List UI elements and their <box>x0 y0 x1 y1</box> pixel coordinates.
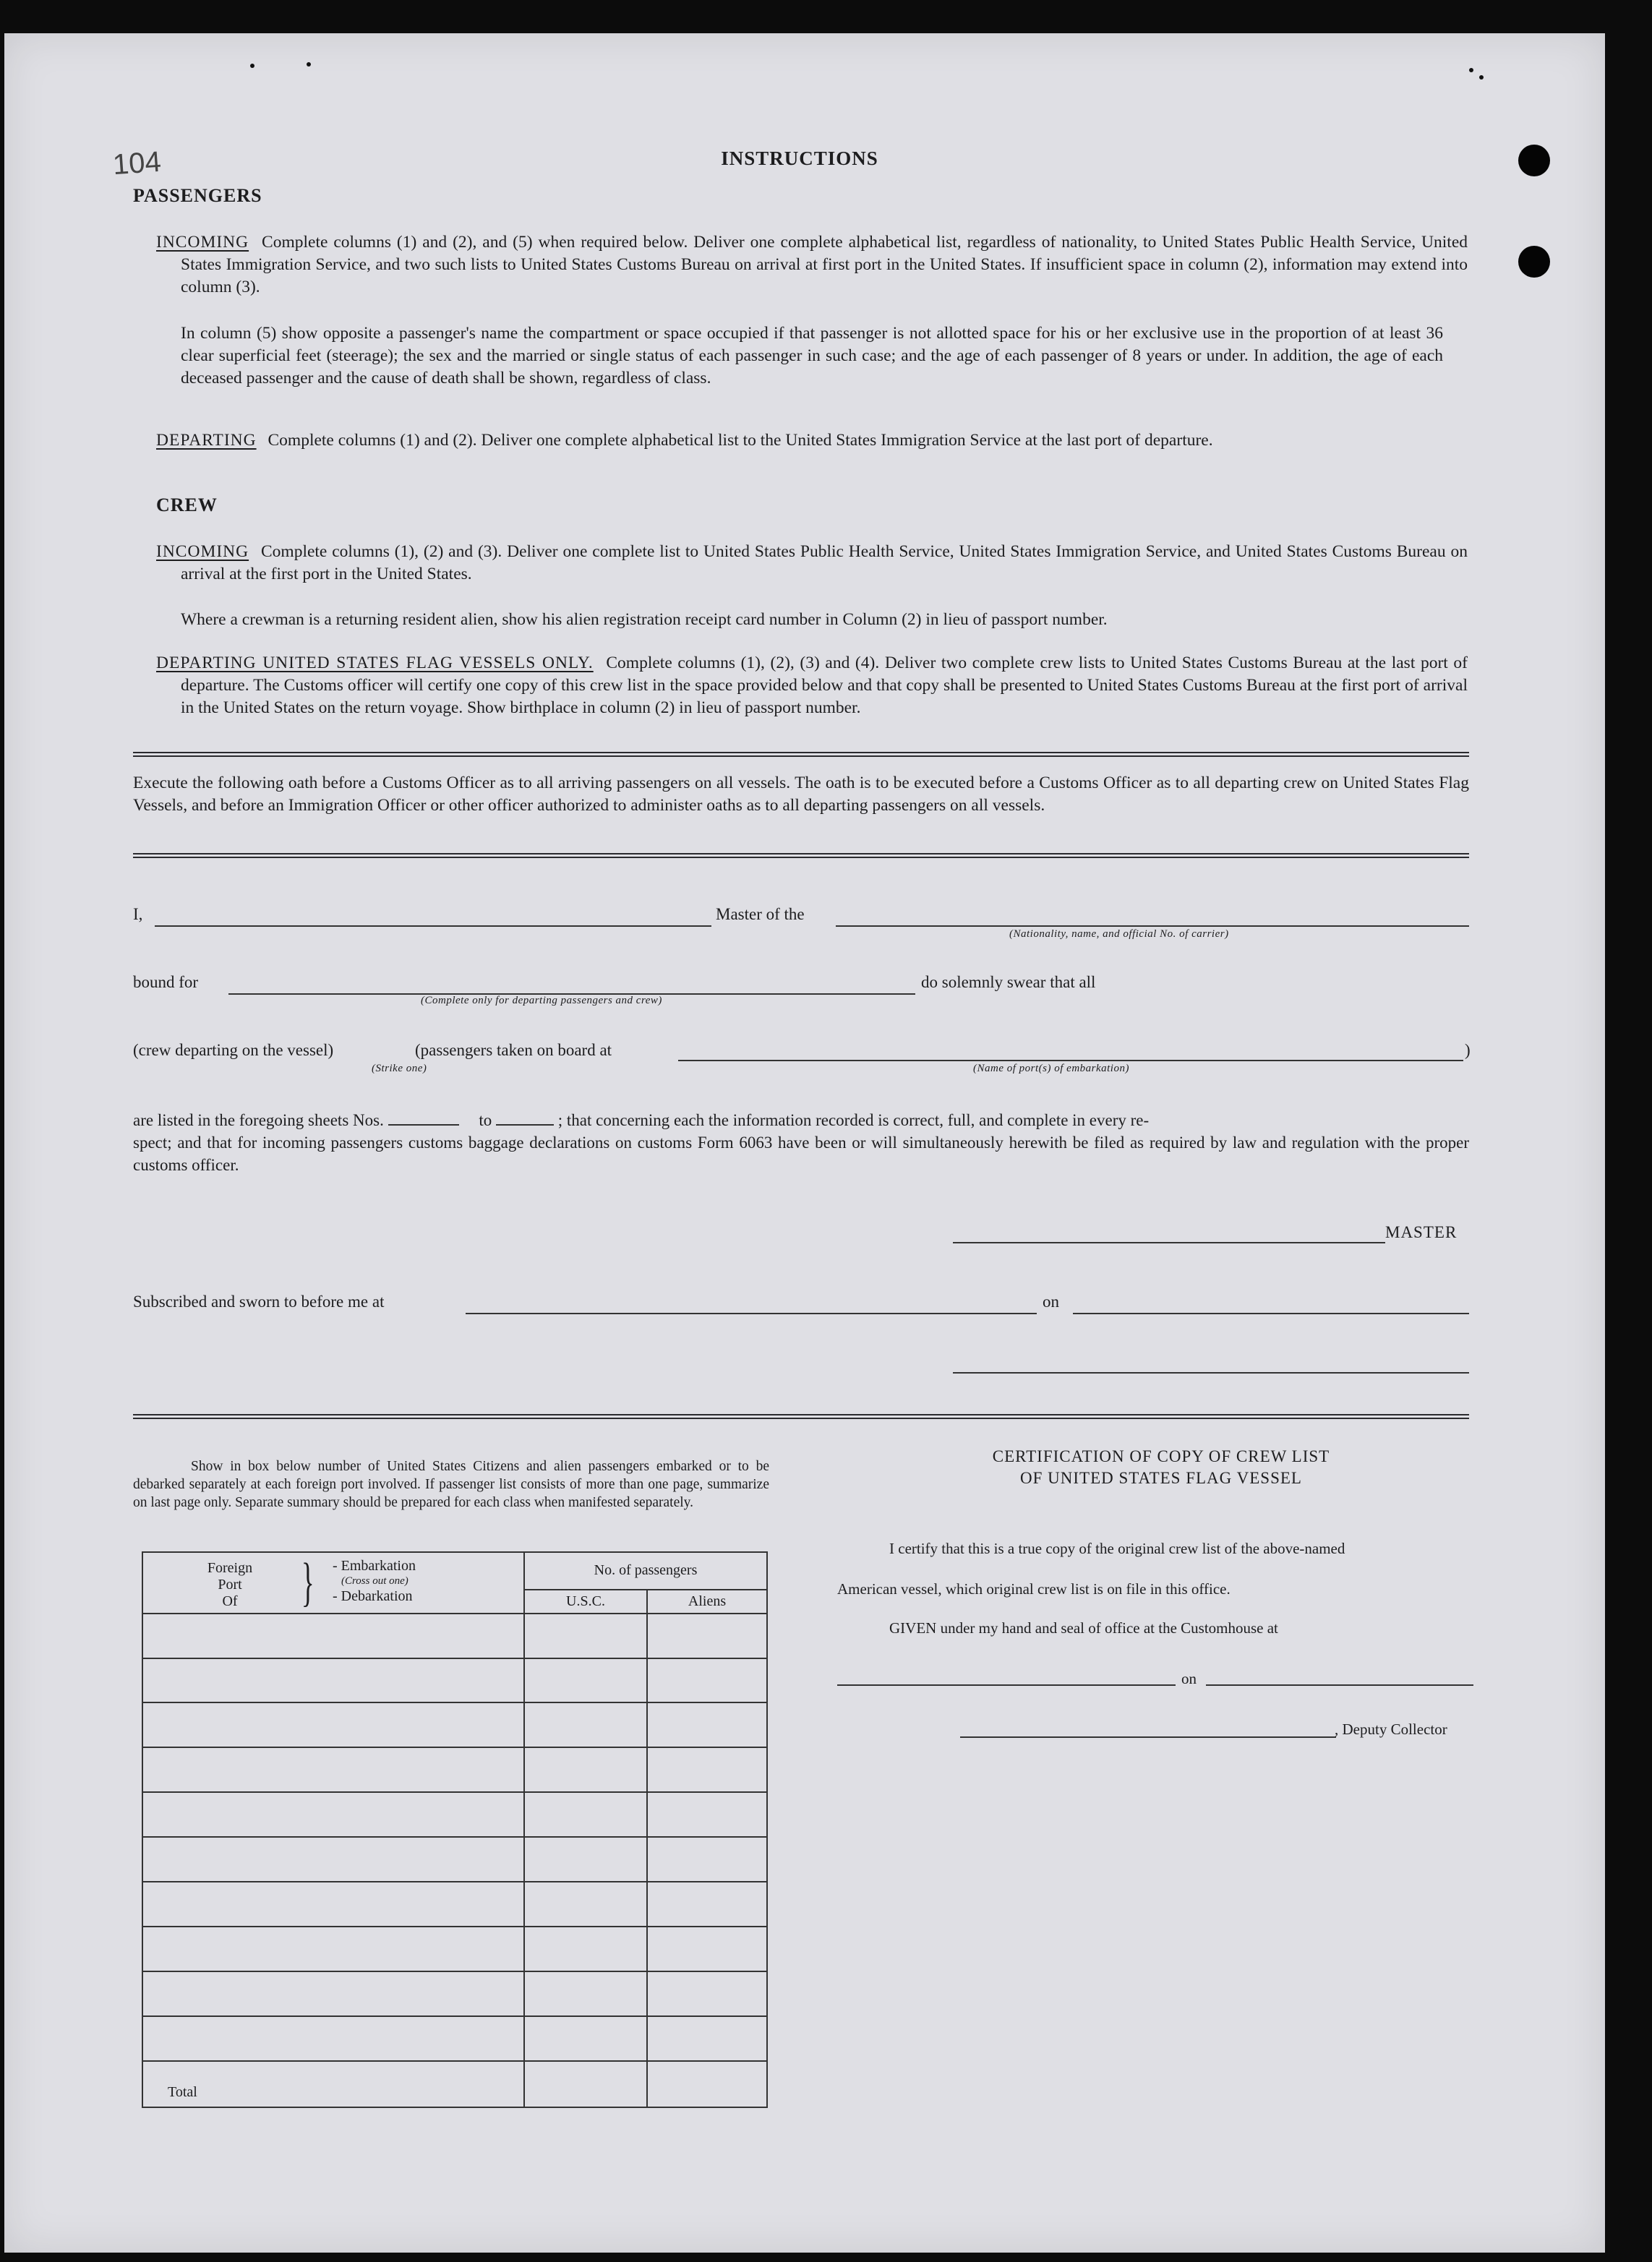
port-cell[interactable] <box>142 1882 524 1927</box>
customhouse-line[interactable] <box>837 1684 1176 1686</box>
deputy-collector-label: , Deputy Collector <box>1335 1721 1447 1738</box>
subscribed-text: Subscribed and sworn to before me at <box>133 1293 385 1311</box>
certify-text-2: American vessel, which original crew list is on file in this office. <box>837 1580 1231 1598</box>
aliens-header: Aliens <box>647 1590 767 1614</box>
passengers-incoming-instruction <box>156 231 1468 299</box>
crew-resident-instruction: Where a crewman is a returning resident alien, show his alien registration receipt card number in Column (2) in lieu of passport number. <box>181 610 1108 629</box>
divider <box>133 853 1469 858</box>
usc-cell[interactable] <box>524 1658 647 1703</box>
usc-cell[interactable] <box>524 2016 647 2061</box>
carrier-line[interactable] <box>836 925 1469 927</box>
listed-c: spect; and that for incoming passengers customs baggage declarations on customs Form 6063 have been or will simultaneously herewith be filed as required by law and regulation with the proper customs officer. <box>133 1134 1469 1174</box>
master-signature-line[interactable] <box>953 1242 1385 1243</box>
certify-text-1: I certify that this is a true copy of the original crew list of the above-named <box>889 1540 1345 1557</box>
port-cell[interactable] <box>142 1837 524 1882</box>
crew-incoming-instruction <box>156 541 1468 586</box>
total-label: Total <box>142 2061 524 2107</box>
speck <box>307 62 311 67</box>
punch-hole-bottom <box>1518 246 1550 278</box>
certification-on: on <box>1181 1670 1197 1687</box>
usc-cell[interactable] <box>524 1702 647 1747</box>
master-of-the: Master of the <box>716 905 805 923</box>
port-label-port: Port <box>218 1577 242 1593</box>
port-cell[interactable] <box>142 1614 524 1658</box>
aliens-cell[interactable] <box>647 1792 767 1837</box>
oath-instruction: Execute the following oath before a Customs Officer as to all arriving passengers on all vessels. The oath is to be executed before a Customs Officer as to all departing crew on United States Flag Vessels, and before an Immigration Officer or other officer authorized to administer oaths as to all departing passengers on all vessels. <box>133 774 1469 815</box>
no-of-passengers-header: No. of passengers <box>524 1552 767 1590</box>
departing-text: Complete columns (1) and (2). Deliver one complete alphabetical list to the United States Immigration Service at the last port of departure. <box>268 431 1213 450</box>
crew-incoming-text: Complete columns (1), (2) and (3). Deliver one complete list to United States Public Health Service, United States Immigration Service, and United States Customs Bureau on arrival at the first port in the United States. <box>181 542 1468 583</box>
form-page <box>4 33 1605 2253</box>
aliens-cell[interactable] <box>647 1882 767 1927</box>
port-cell[interactable] <box>142 1702 524 1747</box>
sworn-place-line[interactable] <box>466 1313 1037 1314</box>
crew-incoming-label: INCOMING <box>156 542 249 561</box>
crew-departing-option: (crew departing on the vessel) <box>133 1041 334 1059</box>
speck <box>1479 75 1484 80</box>
incoming-label: INCOMING <box>156 233 249 252</box>
usc-cell[interactable] <box>524 1882 647 1927</box>
port-cell[interactable] <box>142 2016 524 2061</box>
cross-out-caption: (Cross out one) <box>341 1575 408 1587</box>
section-heading-crew: CREW <box>156 494 218 515</box>
usc-cell[interactable] <box>524 1971 647 2016</box>
close-paren: ) <box>1465 1041 1471 1059</box>
officer-signature-line[interactable] <box>953 1372 1469 1374</box>
column5-instruction: In column (5) show opposite a passenger's name the compartment or space occupied if that passenger is not allotted space for his or her exclusive use in the proportion of at least 36 clear superficial feet (steerage); the sex and the married or single status of each passenger in such case; and the age of each passenger of 8 years or under. In addition, the age of each deceased passenger and the cause of death shall be shown, regardless of class. <box>181 324 1443 387</box>
usc-header: U.S.C. <box>524 1590 647 1614</box>
aliens-total-cell[interactable] <box>647 2061 767 2107</box>
port-label-foreign: Foreign <box>207 1560 253 1576</box>
usc-cell[interactable] <box>524 1792 647 1837</box>
usc-cell[interactable] <box>524 1614 647 1658</box>
given-text: GIVEN under my hand and seal of office at the Customhouse at <box>889 1619 1278 1637</box>
port-label-of: Of <box>222 1593 238 1609</box>
passengers-departing-instruction <box>156 429 1468 452</box>
master-label: MASTER <box>1385 1223 1458 1241</box>
port-header-cell <box>142 1552 524 1614</box>
strike-one-caption: (Strike one) <box>372 1063 427 1074</box>
usc-total-cell[interactable] <box>524 2061 647 2107</box>
ports-caption: (Name of port(s) of embarkation) <box>973 1063 1129 1074</box>
bound-for: bound for <box>133 973 199 991</box>
port-cell[interactable] <box>142 1792 524 1837</box>
brace: } <box>301 1553 314 1612</box>
debarkation-option[interactable]: - Debarkation <box>333 1588 413 1604</box>
sworn-on: on <box>1043 1293 1059 1311</box>
aliens-cell[interactable] <box>647 2016 767 2061</box>
master-name-line[interactable] <box>155 925 711 927</box>
certification-date-line[interactable] <box>1206 1684 1473 1686</box>
listed-sheets <box>133 1109 1469 1131</box>
sheet-from-blank[interactable] <box>388 1110 459 1126</box>
port-cell[interactable] <box>142 1747 524 1792</box>
swear-text: do solemnly swear that all <box>921 973 1096 991</box>
passenger-summary-table <box>142 1551 768 2108</box>
embarkation-option[interactable]: - Embarkation <box>333 1558 416 1574</box>
sworn-date-line[interactable] <box>1073 1313 1469 1314</box>
section-heading-passengers: PASSENGERS <box>133 185 262 206</box>
port-cell[interactable] <box>142 1658 524 1703</box>
certification-title-2: OF UNITED STATES FLAG VESSEL <box>1020 1469 1302 1487</box>
page-mark: 104 <box>111 145 163 181</box>
listed-to: to <box>479 1111 492 1129</box>
aliens-cell[interactable] <box>647 1747 767 1792</box>
aliens-cell[interactable] <box>647 1658 767 1703</box>
listed-b: ; that concerning each the information recorded is correct, full, and complete in every re- <box>557 1111 1150 1129</box>
speck <box>1469 68 1473 72</box>
crew-departing-instruction <box>156 652 1468 719</box>
aliens-cell[interactable] <box>647 1614 767 1658</box>
divider <box>133 1414 1469 1419</box>
port-cell[interactable] <box>142 1927 524 1971</box>
flag-vessels-text: Complete columns (1), (2), (3) and (4). Deliver two complete crew lists to United States Customs Bureau at the last port of departure. The Customs officer will certify one copy of this crew list in the space provided below and that copy shall be presented to United States Customs Bureau at the first port of arrival in the United States on the return voyage. Show birthplace in column (2) in lieu of passport number. <box>181 654 1468 717</box>
sheet-to-blank[interactable] <box>496 1110 554 1126</box>
oath-i: I, <box>133 905 143 923</box>
speck <box>250 64 254 68</box>
aliens-cell[interactable] <box>647 1702 767 1747</box>
usc-cell[interactable] <box>524 1837 647 1882</box>
divider <box>133 752 1469 757</box>
passengers-taken-option: (passengers taken on board at <box>415 1041 612 1059</box>
deputy-signature-line[interactable] <box>960 1736 1336 1738</box>
usc-cell[interactable] <box>524 1747 647 1792</box>
bound-caption: (Complete only for departing passengers and crew) <box>421 995 662 1006</box>
page-title: INSTRUCTIONS <box>721 147 878 169</box>
embarkation-port-line[interactable] <box>678 1060 1463 1061</box>
departing-label: DEPARTING <box>156 431 257 450</box>
aliens-cell[interactable] <box>647 1927 767 1971</box>
carrier-caption: (Nationality, name, and official No. of carrier) <box>1009 928 1229 940</box>
certification-title-1: CERTIFICATION OF COPY OF CREW LIST <box>992 1447 1330 1465</box>
listed-a: are listed in the foregoing sheets Nos. <box>133 1111 384 1129</box>
flag-vessels-label: DEPARTING UNITED STATES FLAG VESSELS ONLY. <box>156 654 594 672</box>
usc-cell[interactable] <box>524 1927 647 1971</box>
summary-instruction: Show in box below number of United States Citizens and alien passengers embarked or to be debarked separately at each foreign port involved. If passenger list consists of more than one page, summarize on last page only. Separate summary should be prepared for each class when manifested separately. <box>133 1459 769 1510</box>
aliens-cell[interactable] <box>647 1837 767 1882</box>
port-cell[interactable] <box>142 1971 524 2016</box>
incoming-text: Complete columns (1) and (2), and (5) when required below. Deliver one complete alphabetical list, regardless of nationality, to United States Public Health Service, United States Immigration Service, and two such lists to United States Customs Bureau on arrival at first port in the United States. If insufficient space in column (2), information may extend into column (3). <box>181 233 1468 296</box>
aliens-cell[interactable] <box>647 1971 767 2016</box>
